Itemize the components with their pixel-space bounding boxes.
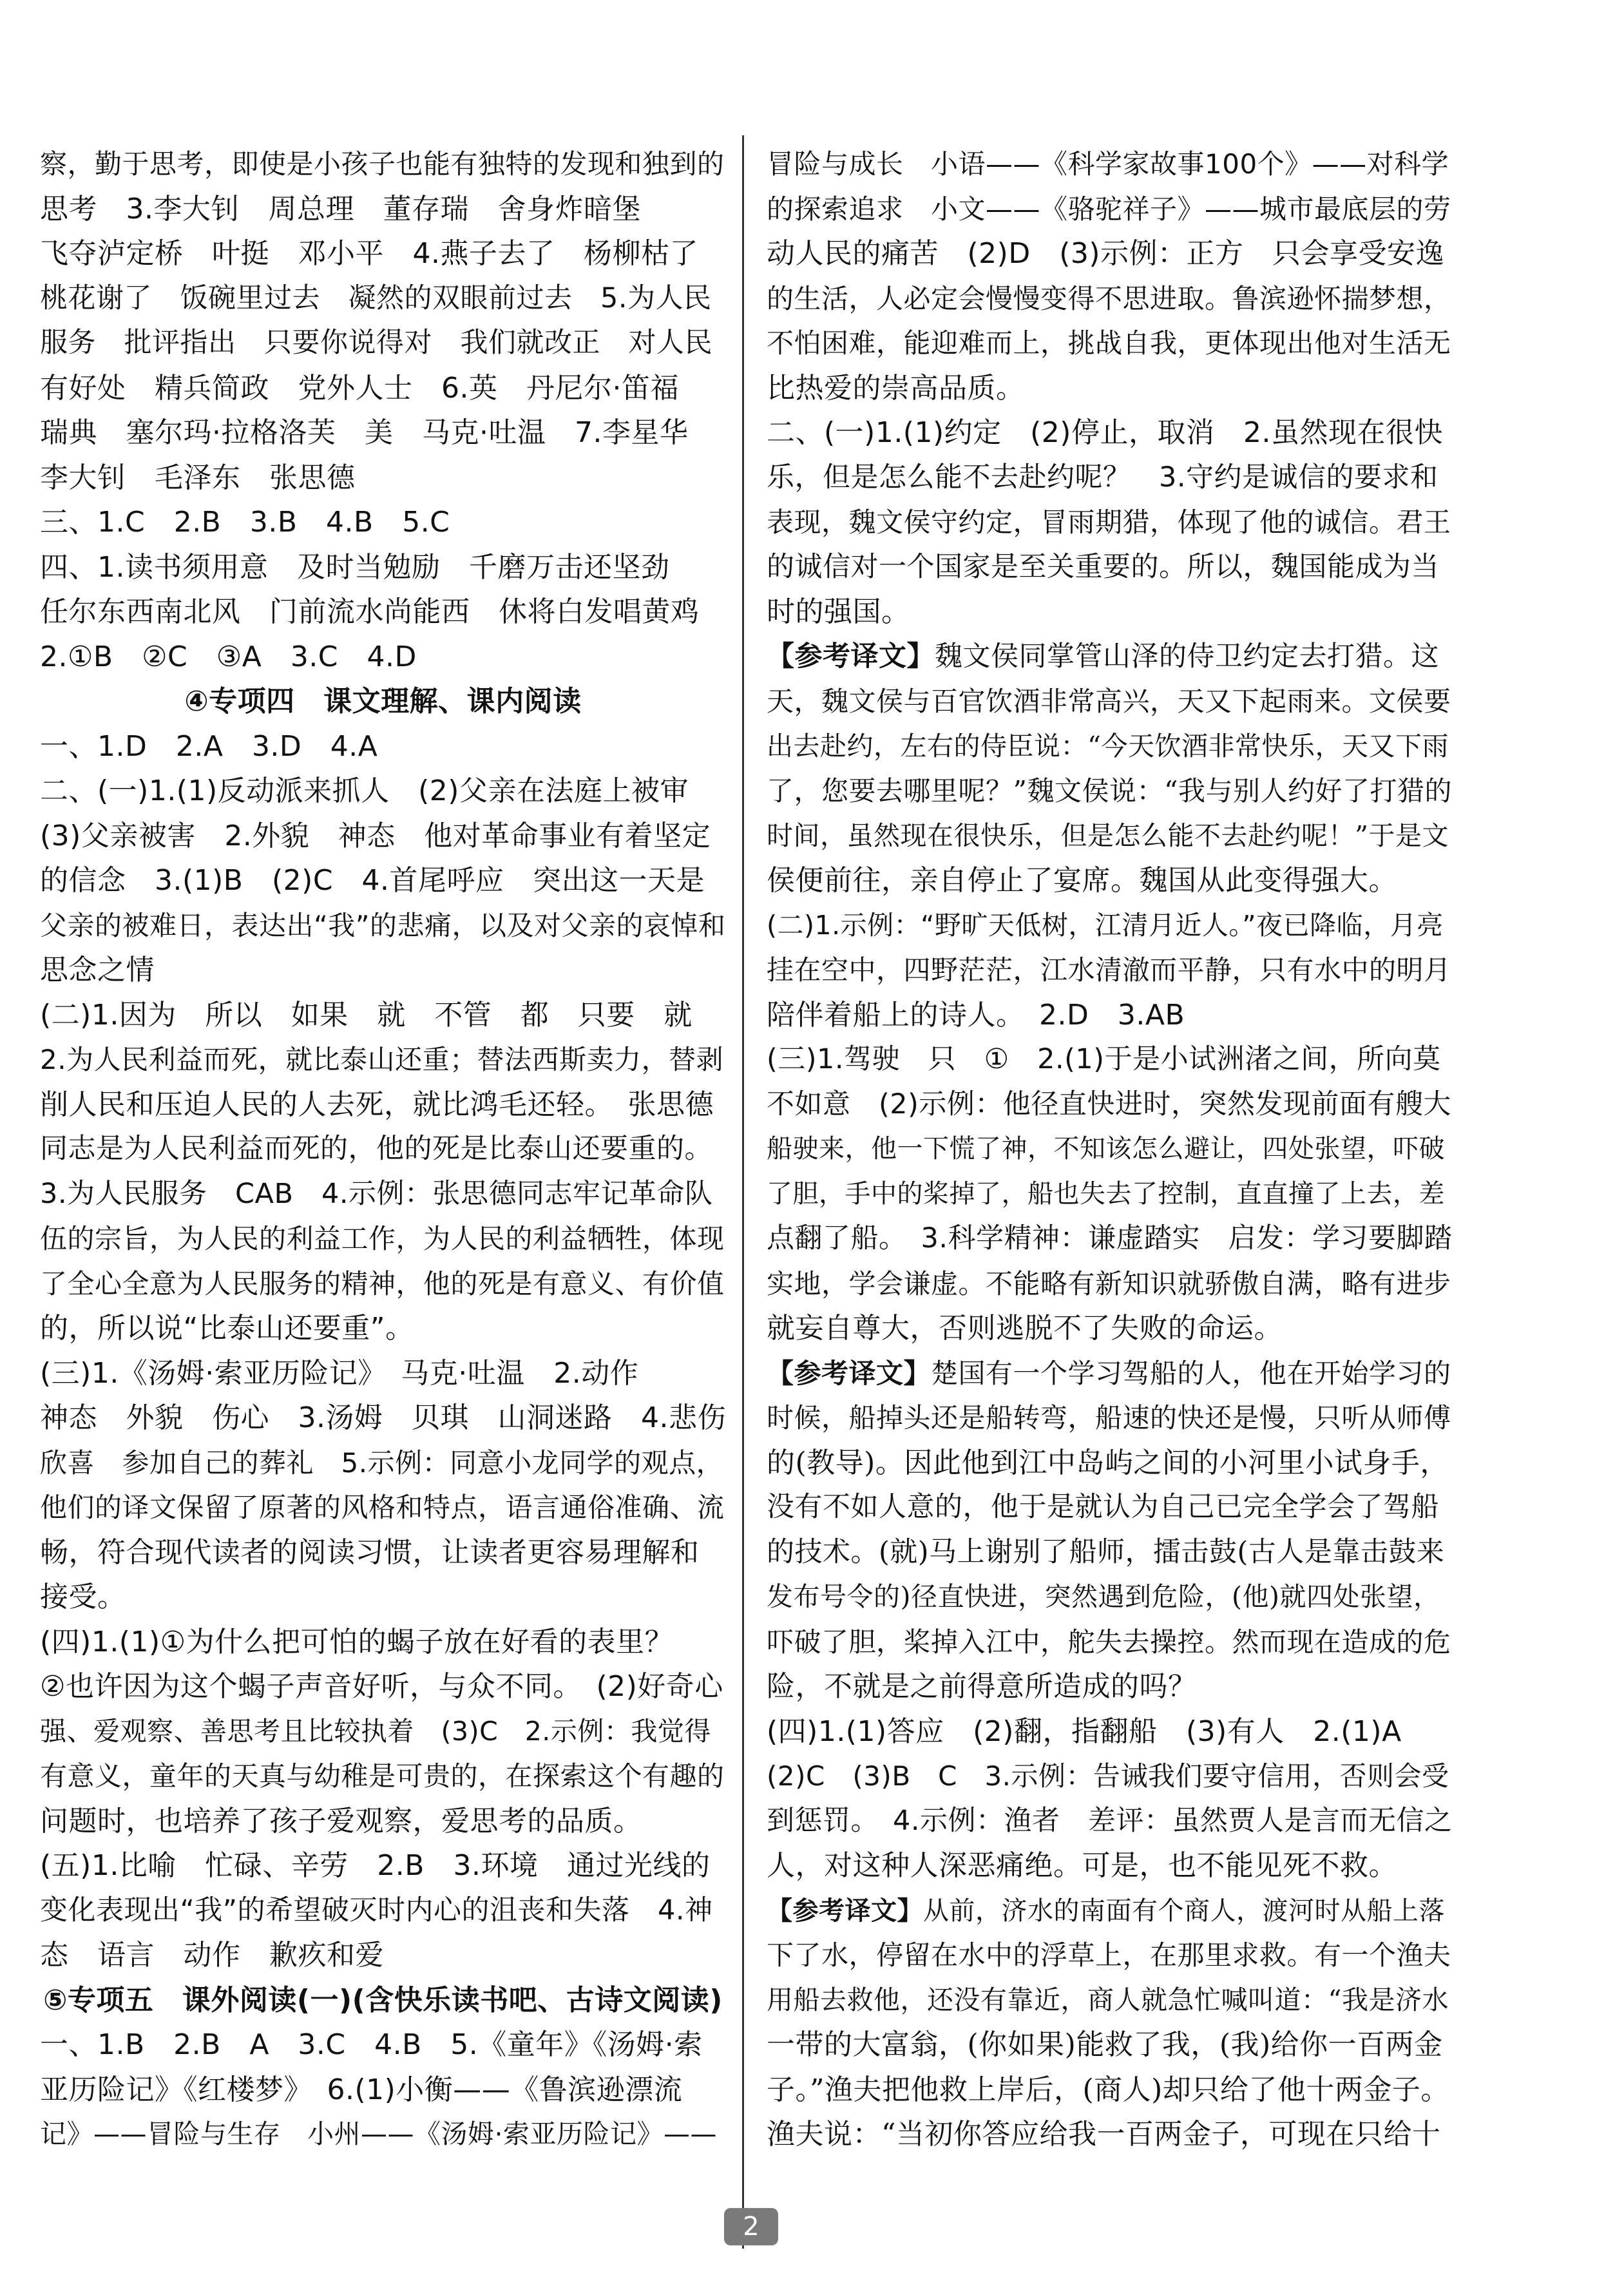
answer-line — [767, 1754, 1453, 1799]
line-text: 3.为人民服务 CAB 4.示例：张思德同志牢记革命队 — [40, 1177, 713, 1210]
answer-line — [40, 2112, 726, 2157]
answer-line — [767, 1441, 1453, 1486]
line-text: 子。”渔夫把他救上岸后，(商人)却只给了他十两金子。 — [767, 2073, 1449, 2106]
line-text: (二)1.因为 所以 如果 就 不管 都 只要 就 — [40, 998, 693, 1032]
line-text: 记》——冒险与生存 小州——《汤姆·索亚历险记》—— — [40, 2118, 718, 2149]
line-text: 冒险与成长 小语——《科学家故事100个》——对科学 — [767, 148, 1449, 180]
answer-line — [767, 1978, 1453, 2023]
line-text: 畅，符合现代读者的阅读习惯，让读者更容易理解和 — [40, 1535, 700, 1569]
answer-line — [767, 948, 1453, 993]
answer-line — [767, 1664, 1453, 1709]
line-text: 吓破了胆，桨掉入江中，舵失去操控。然而现在造成的危 — [767, 1626, 1451, 1658]
answer-line — [40, 1441, 726, 1486]
answer-line — [40, 1709, 726, 1754]
line-text: 任尔东西南北风 门前流水尚能西 休将白发唱黄鸡 — [40, 595, 700, 628]
line-text: 点翻了船。 3.科学精神：谦虚踏实 启发：学习要脚踏 — [767, 1222, 1453, 1254]
line-text: 比热爱的崇高品质。 — [767, 371, 1025, 405]
answer-line — [767, 2022, 1453, 2068]
line-text: 楚国有一个学习驾船的人，他在开始学习的 — [931, 1357, 1451, 1389]
answer-line — [40, 993, 726, 1038]
answer-line — [767, 814, 1453, 859]
answer-line — [767, 724, 1453, 769]
answer-line — [767, 590, 1453, 635]
answer-line — [767, 1396, 1453, 1441]
column-divider — [742, 135, 744, 2249]
answer-line — [767, 456, 1453, 501]
line-text: 人，对这种人深恶痛绝。可是，也不能见死不救。 — [767, 1849, 1397, 1882]
answer-line — [767, 187, 1453, 232]
line-text: (四)1.(1)答应 (2)翻，指翻船 (3)有人 2.(1)A — [767, 1714, 1402, 1748]
answer-line — [40, 1262, 726, 1307]
answer-line — [767, 1709, 1453, 1754]
line-text: 时的强国。 — [767, 595, 910, 628]
line-text: 2.为人民利益而死，就比泰山还重；替法西斯卖力，替剥 — [40, 1044, 724, 1075]
line-text: 从前，济水的南面有个商人，渡河时从船上落 — [923, 1896, 1445, 1926]
line-text: 态 语言 动作 歉疚和爱 — [40, 1939, 384, 1972]
answer-line — [40, 1620, 726, 1665]
line-text: 瑞典 塞尔玛·拉格洛芙 美 马克·吐温 7.李星华 — [40, 416, 689, 449]
answer-line — [767, 1351, 1453, 1396]
answer-line — [40, 1306, 726, 1351]
section-heading — [40, 679, 726, 724]
line-text: 的(教导)。因此他到江中岛屿之间的小河里小试身手， — [767, 1446, 1449, 1479]
line-text: 飞夺泸定桥 叶挺 邓小平 4.燕子去了 杨柳枯了 — [40, 237, 698, 270]
line-text: 动人民的痛苦 (2)D (3)示例：正方 只会享受安逸 — [767, 237, 1445, 270]
answer-line — [767, 858, 1453, 903]
line-text: 陪伴着船上的诗人。 2.D 3.AB — [767, 998, 1185, 1032]
answer-column-left — [40, 142, 726, 2157]
line-text: 了全心全意为人民服务的精神，他的死是有意义、有价值 — [40, 1267, 725, 1300]
answer-line — [40, 858, 726, 903]
answer-line — [767, 1262, 1453, 1307]
line-text: 的信念 3.(1)B (2)C 4.首尾呼应 突出这一天是 — [40, 864, 705, 897]
answer-line — [767, 410, 1453, 456]
answer-line — [40, 1530, 726, 1575]
line-text: 的诚信对一个国家是至关重要的。所以，魏国能成为当 — [767, 550, 1439, 583]
line-text: 的探索追求 小文——《骆驼祥子》——城市最底层的劳 — [767, 193, 1451, 225]
answer-line — [40, 2068, 726, 2113]
line-text: 了，您要去哪里呢？”魏文侯说：“我与别人约好了打猎的 — [767, 775, 1452, 807]
line-text: (二)1.示例：“野旷天低树，江清月近人。”夜已降临，月亮 — [767, 909, 1444, 941]
line-text: 的，所以说“比泰山还要重”。 — [40, 1312, 414, 1345]
answer-line — [40, 590, 726, 635]
line-text: 同志是为人民利益而死的，他的死是比泰山还要重的。 — [40, 1133, 712, 1165]
answer-line — [767, 1888, 1453, 1934]
line-text: ②也许因为这个蝎子声音好听，与众不同。 (2)好奇心 — [40, 1670, 723, 1703]
answer-line — [767, 993, 1453, 1038]
line-text: 一带的大富翁，(你如果)能救了我，(我)给你一百两金 — [767, 2028, 1443, 2061]
answer-line — [40, 366, 726, 411]
line-text: 表现，魏文侯守约定，冒雨期猎，体现了他的诚信。君王 — [767, 506, 1451, 538]
line-text: 服务 批评指出 只要你说得对 我们就改正 对人民 — [40, 327, 712, 359]
answer-line — [40, 410, 726, 456]
line-text: (五)1.比喻 忙碌、辛劳 2.B 3.环境 通过光线的 — [40, 1849, 711, 1882]
answer-line — [767, 1575, 1453, 1620]
line-text: 一、1.B 2.B A 3.C 4.B 5.《童年》《汤姆·索 — [40, 2028, 703, 2061]
line-text: 四、1.读书须用意 及时当勉励 千磨万击还坚劲 — [40, 550, 670, 584]
answer-line — [767, 366, 1453, 411]
answer-line — [40, 724, 726, 769]
line-text: 问题时，也培养了孩子爱观察，爱思考的品质。 — [40, 1804, 642, 1838]
answer-line — [767, 1620, 1453, 1665]
answer-line — [40, 1351, 726, 1396]
line-text: 伍的宗旨，为人民的利益工作，为人民的利益牺牲，体现 — [40, 1223, 725, 1254]
line-text: (四)1.(1)①为什么把可怕的蝎子放在好看的表里？ — [40, 1625, 674, 1658]
answer-line — [40, 1754, 726, 1799]
answer-line — [767, 276, 1453, 322]
answer-line — [767, 1485, 1453, 1530]
answer-line — [40, 142, 726, 187]
answer-line — [40, 456, 726, 501]
line-text: 发布号令的)径直快进，突然遇到危险，(他)就四处张望， — [767, 1581, 1440, 1612]
answer-line — [40, 545, 726, 590]
line-text: 二、(一)1.(1)反动派来抓人 (2)父亲在法庭上被审 — [40, 774, 689, 807]
answer-line — [40, 276, 726, 322]
line-text: 他们的译文保留了原著的风格和特点，语言通俗准确、流 — [40, 1492, 725, 1523]
line-text: (三)1.《汤姆·索亚历险记》 马克·吐温 2.动作 — [40, 1356, 639, 1390]
answer-line — [767, 1799, 1453, 1844]
answer-line — [40, 635, 726, 680]
answer-line — [40, 1082, 726, 1128]
page-number-badge: 2 — [724, 2208, 778, 2245]
answer-line — [40, 1127, 726, 1172]
answer-line — [40, 1575, 726, 1620]
answer-line — [40, 2022, 726, 2068]
line-text: 时候，船掉头还是船转弯，船速的快还是慢，只听从师傅 — [767, 1402, 1451, 1434]
line-text: (三)1.驾驶 只 ① 2.(1)于是小试洲渚之间，所向莫 — [767, 1043, 1441, 1075]
answer-line — [767, 2068, 1453, 2113]
answer-line — [767, 679, 1453, 724]
answer-line — [40, 1799, 726, 1844]
answer-line — [767, 1127, 1453, 1172]
answer-line — [767, 903, 1453, 948]
answer-line — [767, 231, 1453, 276]
answer-line — [40, 1172, 726, 1217]
line-text: 削人民和压迫人民的人去死，就比鸿毛还轻。 张思德 — [40, 1088, 714, 1121]
line-text: 天，魏文侯与百官饮酒非常高兴，天又下起雨来。文侯要 — [767, 686, 1451, 717]
line-text: 用船去救他，还没有靠近，商人就急忙喊叫道：“我是济水 — [767, 1984, 1449, 2015]
answer-line — [40, 321, 726, 366]
line-text: 魏文侯同掌管山泽的侍卫约定去打猎。这 — [935, 640, 1439, 673]
line-text: 时间，虽然现在很快乐，但是怎么能不去赴约呢！”于是文 — [767, 820, 1449, 851]
line-text: 2.①B ②C ③A 3.C 4.D — [40, 640, 417, 673]
line-text: 下了水，停留在水中的浮草上，在那里求救。有一个渔夫 — [767, 1939, 1451, 1971]
answer-line — [40, 769, 726, 814]
line-text: 侯便前往，亲自停止了宴席。魏国从此变得强大。 — [767, 864, 1397, 897]
line-text: 李大钊 毛泽东 张思德 — [40, 461, 356, 494]
line-text: 欣喜 参加自己的葬礼 5.示例：同意小龙同学的观点， — [40, 1446, 724, 1479]
line-text: 察，勤于思考，即使是小孩子也能有独特的发现和独到的 — [40, 148, 725, 180]
line-text: 有意义，童年的天真与幼稚是可贵的，在探索这个有趣的 — [40, 1760, 725, 1792]
line-text: 出去赴约，左右的侍臣说：“今天饮酒非常快乐，天又下雨 — [767, 730, 1449, 762]
line-text: 不如意 (2)示例：他径直快进时，突然发现前面有艘大 — [767, 1088, 1451, 1120]
line-text: ④专项四 课文理解、课内阅读 — [184, 685, 582, 718]
answer-line — [767, 1216, 1453, 1262]
answer-line — [40, 1396, 726, 1441]
line-text: 一、1.D 2.A 3.D 4.A — [40, 729, 378, 763]
line-text: 的生活，人必定会慢慢变得不思进取。鲁滨逊怀揣梦想， — [767, 282, 1451, 314]
answer-line — [767, 1933, 1453, 1978]
answer-line — [40, 1888, 726, 1934]
answer-line — [40, 500, 726, 545]
answer-line — [767, 2112, 1453, 2157]
line-text: 乐，但是怎么能不去赴约呢？ 3.守约是诚信的要求和 — [767, 461, 1438, 494]
line-text: 接受。 — [40, 1580, 126, 1613]
translation-label: 【参考译文】 — [767, 1895, 923, 1926]
answer-line — [767, 321, 1453, 366]
line-text: 父亲的被难日，表达出“我”的悲痛，以及对父亲的哀悼和 — [40, 909, 726, 941]
line-text: 有好处 精兵简政 党外人士 6.英 丹尼尔·笛福 — [40, 371, 679, 405]
line-text: 思考 3.李大钊 周总理 董存瑞 舍身炸暗堡 — [40, 192, 641, 226]
answer-line — [40, 1485, 726, 1530]
answer-column-right — [767, 142, 1453, 2157]
line-text: 实地，学会谦虚。不能略有新知识就骄傲自满，略有进步 — [767, 1267, 1451, 1300]
answer-line — [40, 1037, 726, 1082]
translation-label: 【参考译文】 — [767, 640, 935, 673]
line-text: 变化表现出“我”的希望破灭时内心的沮丧和失落 4.神 — [40, 1894, 713, 1926]
answer-line — [767, 500, 1453, 545]
line-text: 思念之情 — [40, 954, 155, 986]
line-text: 没有不如人意的，他于是就认为自己已完全学会了驾船 — [767, 1491, 1439, 1523]
answer-line — [767, 1082, 1453, 1128]
answer-line — [767, 1306, 1453, 1351]
line-text: 三、1.C 2.B 3.B 4.B 5.C — [40, 506, 450, 539]
line-text: 挂在空中，四野茫茫，江水清澈而平静，只有水中的明月 — [767, 954, 1451, 986]
answer-line — [767, 545, 1453, 590]
line-text: (2)C (3)B C 3.示例：告诫我们要守信用，否则会受 — [767, 1760, 1449, 1792]
answer-line — [767, 142, 1453, 187]
answer-line — [40, 231, 726, 276]
section-heading — [40, 1978, 726, 2023]
line-text: 二、(一)1.(1)约定 (2)停止，取消 2.虽然现在很快 — [767, 416, 1443, 449]
answer-line — [40, 1664, 726, 1709]
line-text: 船驶来，他一下慌了神，不知该怎么避让，四处张望，吓破 — [767, 1134, 1445, 1164]
answer-line — [767, 769, 1453, 814]
answer-line — [40, 1933, 726, 1978]
line-text: 就妄自尊大，否则逃脱不了失败的命运。 — [767, 1312, 1283, 1345]
translation-label: 【参考译文】 — [767, 1357, 931, 1389]
answer-line — [767, 1530, 1453, 1575]
answer-line — [40, 187, 726, 232]
line-text: 亚历险记》《红楼梦》 6.(1)小衡——《鲁滨逊漂流 — [40, 2073, 683, 2106]
answer-line — [40, 903, 726, 948]
line-text: 神态 外貌 伤心 3.汤姆 贝琪 山洞迷路 4.悲伤 — [40, 1401, 726, 1434]
line-text: 渔夫说：“当初你答应给我一百两金子，可现在只给十 — [767, 2118, 1441, 2151]
line-text: 不怕困难，能迎难而上，挑战自我，更体现出他对生活无 — [767, 327, 1451, 359]
answer-line — [40, 1216, 726, 1262]
answer-line — [767, 1843, 1453, 1888]
line-text: 险，不就是之前得意所造成的吗？ — [767, 1670, 1197, 1703]
line-text: 桃花谢了 饭碗里过去 凝然的双眼前过去 5.为人民 — [40, 282, 712, 314]
answer-line — [767, 1037, 1453, 1082]
answer-line — [40, 814, 726, 859]
line-text: 强、爱观察、善思考且比较执着 (3)C 2.示例：我觉得 — [40, 1715, 711, 1747]
answer-line — [40, 1843, 726, 1888]
answer-line — [767, 1172, 1453, 1217]
line-text: (3)父亲被害 2.外貌 神态 他对革命事业有着坚定 — [40, 819, 711, 852]
answer-line — [40, 948, 726, 993]
line-text: 到惩罚。 4.示例：渔者 差评：虽然贾人是言而无信之 — [767, 1804, 1453, 1837]
line-text: 了胆，手中的桨掉了，船也失去了控制，直直撞了上去，差 — [767, 1178, 1445, 1209]
line-text: 的技术。(就)马上谢别了船师，擂击鼓(古人是靠击鼓来 — [767, 1535, 1445, 1568]
line-text: ⑤专项五 课外阅读(一)(含快乐读书吧、古诗文阅读) — [43, 1983, 723, 2017]
answer-line — [767, 635, 1453, 680]
